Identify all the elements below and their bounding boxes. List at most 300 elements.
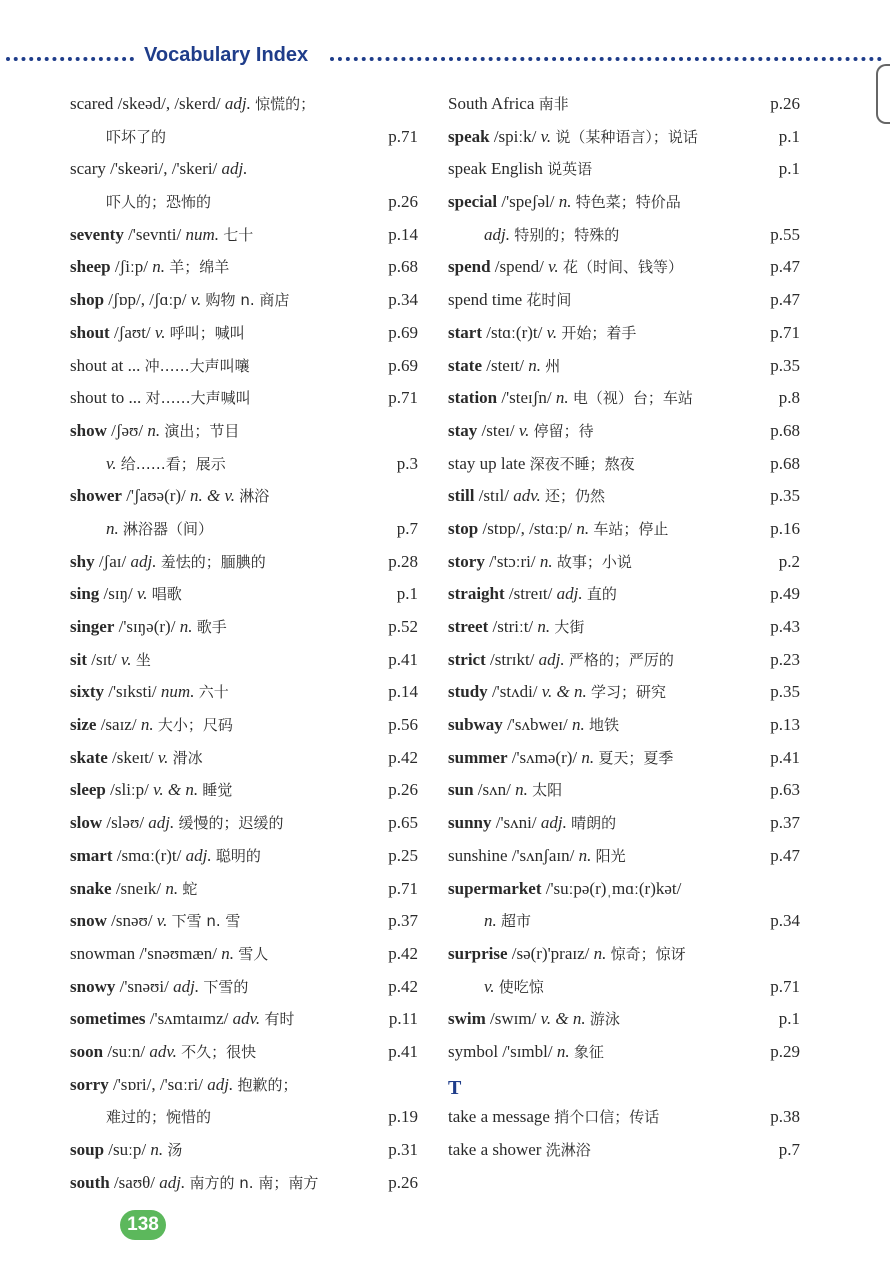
- pronunciation: /ʃaɪ/: [94, 551, 127, 571]
- page-reference: p.71: [388, 878, 418, 898]
- part-of-speech: adj.: [207, 1074, 234, 1094]
- header-dotted-rule-left: [6, 57, 134, 61]
- headword: straight: [448, 584, 505, 604]
- part-of-speech: n.: [165, 878, 179, 898]
- headword: south: [70, 1172, 110, 1192]
- chinese-meaning: 不久；很快: [181, 1042, 257, 1061]
- chinese-meaning: 特别的；特殊的: [514, 225, 620, 244]
- part-of-speech: adv.: [513, 486, 541, 506]
- index-entry: [448, 905, 800, 938]
- page-reference: p.26: [770, 94, 800, 113]
- page-reference: p.35: [770, 355, 800, 375]
- headword: snow: [70, 911, 107, 931]
- index-entry: [70, 1036, 418, 1069]
- part-of-speech: v.: [106, 453, 117, 473]
- chinese-meaning: 直的: [586, 585, 617, 604]
- page-reference: p.71: [770, 976, 800, 996]
- pronunciation: shout at ...: [70, 355, 141, 375]
- page-reference: p.1: [778, 159, 800, 179]
- chinese-meaning: 吓人的；恐怖的: [106, 193, 212, 212]
- pronunciation: /ʃiːp/: [110, 257, 148, 277]
- page-reference: p.35: [770, 486, 800, 506]
- headword: street: [448, 617, 489, 636]
- part-of-speech: adj.: [556, 584, 583, 604]
- pronunciation: /'sʌmə(r)/: [507, 747, 578, 767]
- index-entry: [70, 153, 418, 186]
- page-reference: p.52: [388, 617, 418, 636]
- chinese-meaning: 晴朗的: [571, 814, 617, 833]
- pronunciation: scary /'skeəri/, /'skeri/: [70, 159, 218, 179]
- pronunciation: /ʃɒp/, /ʃɑːp/: [104, 290, 187, 310]
- index-entry: [448, 644, 800, 677]
- headword: shop: [70, 290, 105, 310]
- page-reference: p.65: [388, 813, 418, 833]
- part-of-speech: n.: [539, 551, 553, 571]
- page-reference: p.47: [770, 290, 800, 310]
- page-reference: p.68: [388, 257, 418, 277]
- pronunciation: /stɑː(r)t/: [481, 322, 543, 342]
- chinese-meaning: 羞怯的；腼腆的: [160, 552, 266, 571]
- headword: sun: [448, 780, 474, 800]
- page-reference: p.19: [388, 1107, 418, 1127]
- page-reference: p.71: [388, 388, 418, 408]
- pronunciation: /steɪt/: [481, 355, 525, 375]
- part-of-speech: adj.: [540, 813, 567, 833]
- index-entry: [448, 807, 800, 840]
- chinese-meaning: 花时间: [526, 291, 572, 310]
- chinese-meaning: 聪明的: [215, 846, 261, 865]
- chinese-meaning: 说英语: [547, 160, 593, 179]
- index-entry: [448, 971, 800, 1004]
- page-reference: p.3: [396, 453, 418, 473]
- page-reference: p.31: [388, 1140, 418, 1159]
- index-entry: [448, 88, 800, 121]
- chinese-meaning: 演出；节目: [164, 421, 240, 440]
- headword: supermarket: [448, 878, 542, 898]
- headword: seventy: [70, 224, 124, 244]
- page-curl-decoration: [876, 64, 890, 124]
- headword: size: [70, 715, 97, 735]
- chinese-meaning: 特色菜；特价品: [575, 193, 681, 212]
- index-entry: [448, 742, 800, 775]
- index-entry: [70, 1101, 418, 1134]
- chinese-meaning: 夏天；夏季: [598, 748, 674, 767]
- chinese-meaning: 游泳: [589, 1010, 620, 1029]
- pronunciation: /'sʌbweɪ/: [502, 715, 568, 735]
- pronunciation: /ʃaʊt/: [109, 322, 151, 342]
- headword: sometimes: [70, 1009, 146, 1029]
- index-entry: [70, 774, 418, 807]
- headword: summer: [448, 747, 508, 767]
- page-number-badge: 138: [120, 1210, 166, 1240]
- part-of-speech: n.: [578, 845, 592, 865]
- index-entry: [70, 382, 418, 415]
- index-entry: [448, 284, 800, 317]
- index-entry: [70, 546, 418, 579]
- index-entry: [70, 317, 418, 350]
- pronunciation: /sliːp/: [105, 780, 149, 800]
- part-of-speech: n.: [147, 420, 161, 440]
- index-entry: [70, 578, 418, 611]
- headword: special: [448, 192, 498, 212]
- page-reference: p.71: [388, 126, 418, 146]
- headword: snowy: [70, 976, 116, 996]
- page-reference: p.35: [770, 682, 800, 702]
- index-entry: [70, 905, 418, 938]
- chinese-meaning: 花（时间、钱等）: [562, 258, 683, 277]
- pronunciation: /'speʃəl/: [497, 192, 555, 212]
- page-reference: p.68: [770, 420, 800, 440]
- index-entry: [70, 480, 418, 513]
- page-reference: p.42: [388, 747, 418, 767]
- pronunciation: /saɪz/: [96, 715, 137, 735]
- headword: skate: [70, 747, 108, 767]
- headword: start: [448, 322, 482, 342]
- pronunciation: /steɪ/: [477, 420, 515, 440]
- index-header: [0, 44, 890, 72]
- pronunciation: /'sɒri/, /'sɑːri/: [108, 1074, 203, 1094]
- part-of-speech: v.: [484, 976, 495, 996]
- pronunciation: /suːp/: [104, 1140, 147, 1159]
- headword: shout: [70, 322, 110, 342]
- chinese-meaning: 洗淋浴: [545, 1141, 591, 1159]
- pronunciation: /sə(r)'praɪz/: [507, 943, 590, 963]
- index-entry: [448, 840, 800, 873]
- part-of-speech: v.: [518, 420, 530, 440]
- chinese-meaning: 雪人: [238, 944, 269, 963]
- headword: state: [448, 355, 482, 375]
- index-entry: [70, 873, 418, 906]
- part-of-speech: n. & v.: [190, 486, 236, 506]
- chinese-meaning: 购物 n. 商店: [205, 291, 290, 310]
- chinese-meaning: 淋浴: [239, 487, 270, 506]
- chinese-meaning: 南非: [538, 95, 569, 113]
- page-reference: p.47: [770, 845, 800, 865]
- pronunciation: stay up late: [448, 453, 526, 473]
- page-reference: p.34: [388, 290, 418, 310]
- headword: sit: [70, 649, 87, 669]
- page-reference: p.63: [770, 780, 800, 800]
- index-entry: [448, 578, 800, 611]
- page-reference: p.28: [388, 551, 418, 571]
- page-reference: p.16: [770, 518, 800, 538]
- pronunciation: snowman /'snəʊmæn/: [70, 943, 217, 963]
- pronunciation: /saʊθ/: [109, 1172, 156, 1192]
- headword: soup: [70, 1140, 105, 1159]
- index-entry: [448, 1003, 800, 1036]
- index-entry: [70, 1069, 418, 1102]
- headword: subway: [448, 715, 503, 735]
- chinese-meaning: 冲……大声叫嚷: [144, 356, 250, 375]
- section-letter: T: [448, 1076, 462, 1099]
- pronunciation: /skeɪt/: [107, 747, 154, 767]
- headword: stay: [448, 420, 478, 440]
- index-entry: [70, 807, 418, 840]
- chinese-meaning: 说（某种语言）；说话: [555, 127, 698, 146]
- chinese-meaning: 难过的；惋惜的: [106, 1108, 212, 1127]
- index-entry: [70, 676, 418, 709]
- headword: shower: [70, 486, 122, 506]
- left-column: [70, 88, 418, 1199]
- chinese-meaning: 对……大声喊叫: [145, 389, 251, 408]
- part-of-speech: n.: [556, 1041, 570, 1061]
- part-of-speech: n.: [140, 715, 154, 735]
- pronunciation: /sʌn/: [473, 780, 511, 800]
- chinese-meaning: 有时: [264, 1010, 295, 1029]
- chinese-meaning: 还；仍然: [544, 487, 605, 506]
- pronunciation: /spend/: [490, 257, 544, 277]
- chinese-meaning: 唱歌: [151, 585, 182, 604]
- page-reference: p.42: [388, 943, 418, 963]
- headword: speak: [448, 126, 490, 146]
- headword: story: [448, 551, 485, 571]
- index-entry: [70, 1134, 418, 1167]
- chinese-meaning: 阳光: [595, 846, 626, 865]
- page-reference: p.37: [388, 911, 418, 931]
- part-of-speech: adj.: [148, 813, 175, 833]
- pronunciation: /striːt/: [488, 617, 534, 636]
- chinese-meaning: 大小；尺码: [157, 716, 233, 735]
- page-reference: p.23: [770, 649, 800, 669]
- headword: stop: [448, 518, 479, 538]
- pronunciation: take a shower: [448, 1140, 542, 1159]
- chinese-meaning: 超市: [501, 912, 532, 931]
- pronunciation: /'stʌdi/: [487, 682, 538, 702]
- index-entry: [448, 873, 800, 906]
- index-entry: [70, 284, 418, 317]
- part-of-speech: v.: [546, 322, 558, 342]
- page-reference: p.55: [770, 224, 800, 244]
- header-dotted-rule-right: [330, 57, 882, 61]
- pronunciation: /stɪl/: [474, 486, 509, 506]
- part-of-speech: n.: [152, 257, 165, 277]
- page-reference: p.1: [778, 1009, 800, 1029]
- chinese-meaning: 滑冰: [172, 748, 203, 767]
- chinese-meaning: 下雪 n. 雪: [171, 912, 241, 931]
- headword: soon: [70, 1041, 104, 1061]
- headword: shy: [70, 551, 95, 571]
- part-of-speech: adv.: [149, 1041, 177, 1061]
- headword: spend: [448, 257, 491, 277]
- page-reference: p.38: [770, 1107, 800, 1127]
- index-entry: [448, 546, 800, 579]
- page-reference: p.49: [770, 584, 800, 604]
- index-entry: [70, 1003, 418, 1036]
- pronunciation: /sɪt/: [87, 649, 117, 669]
- chinese-meaning: 惊慌的；: [255, 95, 316, 113]
- pronunciation: take a message: [448, 1107, 550, 1127]
- part-of-speech: adj.: [484, 224, 510, 244]
- index-entry: [448, 480, 800, 513]
- index-entry: [70, 938, 418, 971]
- index-entry: [448, 676, 800, 709]
- page-reference: p.42: [388, 976, 418, 996]
- index-entry: [448, 774, 800, 807]
- chinese-meaning: 坐: [135, 650, 151, 669]
- pronunciation: /suːn/: [103, 1041, 146, 1061]
- index-entry: [70, 88, 418, 121]
- index-entry: [448, 448, 800, 481]
- index-entry: [70, 611, 418, 644]
- index-entry: [448, 1036, 800, 1069]
- headword: singer: [70, 617, 115, 636]
- part-of-speech: adj.: [185, 845, 212, 865]
- index-entry: [448, 382, 800, 415]
- part-of-speech: n.: [150, 1140, 164, 1159]
- page-reference: p.26: [388, 780, 418, 800]
- part-of-speech: adj.: [159, 1172, 186, 1192]
- part-of-speech: v.: [157, 747, 169, 767]
- pronunciation: /'sʌmtaɪmz/: [145, 1009, 229, 1029]
- index-entry: [448, 153, 800, 186]
- page-reference: p.43: [770, 617, 800, 636]
- index-entry: [448, 219, 800, 252]
- headword: sheep: [70, 257, 111, 277]
- chinese-meaning: 六十: [198, 683, 229, 702]
- pronunciation: /stɒp/, /stɑːp/: [478, 518, 573, 538]
- index-entry: [448, 251, 800, 284]
- part-of-speech: v.: [540, 126, 552, 146]
- headword: smart: [70, 845, 113, 865]
- chinese-meaning: 故事；小说: [556, 552, 632, 571]
- part-of-speech: adj.: [221, 159, 248, 179]
- index-entry: [70, 742, 418, 775]
- pronunciation: speak English: [448, 159, 543, 179]
- chinese-meaning: 缓慢的；迟缓的: [178, 814, 284, 833]
- pronunciation: /spiːk/: [489, 126, 537, 146]
- pronunciation: South Africa: [448, 94, 535, 113]
- chinese-meaning: 开始；着手: [561, 323, 637, 342]
- chinese-meaning: 象征: [573, 1042, 604, 1061]
- page-reference: p.69: [388, 355, 418, 375]
- part-of-speech: v.: [137, 584, 148, 604]
- pronunciation: /strɪkt/: [485, 649, 535, 669]
- index-entry: [448, 709, 800, 742]
- index-entry: [70, 709, 418, 742]
- chinese-meaning: 停留；待: [533, 421, 594, 440]
- pronunciation: /'ʃaʊə(r)/: [121, 486, 186, 506]
- chinese-meaning: 南方的 n. 南；南方: [189, 1173, 319, 1192]
- page-reference: p.7: [778, 1140, 800, 1159]
- part-of-speech: n.: [484, 911, 497, 931]
- page-title: Vocabulary Index: [144, 44, 309, 66]
- headword: sing: [70, 584, 100, 604]
- pronunciation: /'suːpə(r)ˌmɑː(r)kət/: [541, 878, 682, 898]
- page-reference: p.47: [770, 257, 800, 277]
- page-reference: p.68: [770, 453, 800, 473]
- part-of-speech: n.: [528, 355, 542, 375]
- chinese-meaning: 严格的；严厉的: [568, 650, 674, 669]
- page-reference: p.8: [778, 388, 800, 408]
- chinese-meaning: 呼叫；喊叫: [169, 323, 245, 342]
- headword: snake: [70, 878, 112, 898]
- pronunciation: scared /skeəd/, /skerd/: [70, 94, 221, 113]
- chinese-meaning: 蛇: [182, 879, 198, 898]
- index-entry: [70, 251, 418, 284]
- headword: study: [448, 682, 488, 702]
- pronunciation: /'sevnti/: [123, 224, 182, 244]
- index-entry: [70, 971, 418, 1004]
- chinese-meaning: 电（视）台；车站: [572, 389, 693, 408]
- page-reference: p.56: [388, 715, 418, 735]
- pronunciation: /smɑː(r)t/: [112, 845, 182, 865]
- chinese-meaning: 七十: [223, 225, 254, 244]
- chinese-meaning: 下雪的: [203, 977, 249, 996]
- chinese-meaning: 吓坏了的: [106, 127, 167, 146]
- pronunciation: /streɪt/: [504, 584, 553, 604]
- headword: sunny: [448, 813, 492, 833]
- part-of-speech: v.: [548, 257, 559, 277]
- chinese-meaning: 羊；绵羊: [169, 258, 230, 277]
- pronunciation: symbol /'sɪmbl/: [448, 1041, 553, 1061]
- chinese-meaning: 太阳: [532, 781, 563, 800]
- part-of-speech: adv.: [232, 1009, 261, 1029]
- part-of-speech: adj.: [224, 94, 251, 113]
- headword: show: [70, 420, 107, 440]
- index-entry: [448, 415, 800, 448]
- index-entry: [70, 644, 418, 677]
- part-of-speech: num.: [160, 682, 195, 702]
- chinese-meaning: 抱歉的；: [237, 1075, 298, 1094]
- page-reference: p.1: [396, 584, 418, 604]
- pronunciation: /'sʌni/: [491, 813, 537, 833]
- part-of-speech: n.: [221, 943, 234, 963]
- page-reference: p.25: [388, 845, 418, 865]
- index-entry: [70, 219, 418, 252]
- part-of-speech: n.: [106, 518, 119, 538]
- index-entry: [70, 840, 418, 873]
- pronunciation: /'sɪŋə(r)/: [114, 617, 176, 636]
- pronunciation: shout to ...: [70, 388, 142, 408]
- page-reference: p.69: [388, 322, 418, 342]
- pronunciation: /ʃəʊ/: [106, 420, 144, 440]
- pronunciation: /sləʊ/: [102, 813, 145, 833]
- page-reference: p.37: [770, 813, 800, 833]
- index-entry: [70, 121, 418, 154]
- headword: strict: [448, 649, 486, 669]
- page-reference: p.71: [770, 322, 800, 342]
- page-reference: p.1: [778, 126, 800, 146]
- chinese-meaning: 捎个口信；传话: [554, 1108, 660, 1127]
- index-entry: [70, 448, 418, 481]
- right-column: [448, 88, 800, 1167]
- headword: still: [448, 486, 475, 506]
- part-of-speech: n.: [179, 617, 193, 636]
- pronunciation: /'stɔːri/: [484, 551, 536, 571]
- index-entry: [448, 1101, 800, 1134]
- index-entry: [448, 1134, 800, 1167]
- headword: sleep: [70, 780, 106, 800]
- page-reference: p.2: [778, 551, 800, 571]
- chinese-meaning: 汤: [167, 1141, 183, 1159]
- part-of-speech: adj.: [538, 649, 565, 669]
- headword: sorry: [70, 1074, 109, 1094]
- pronunciation: /snəʊ/: [106, 911, 153, 931]
- chinese-meaning: 车站；停止: [593, 519, 669, 538]
- part-of-speech: n.: [593, 943, 607, 963]
- pronunciation: /swɪm/: [485, 1009, 537, 1029]
- page-reference: p.34: [770, 911, 800, 931]
- part-of-speech: v.: [190, 290, 202, 310]
- part-of-speech: n.: [555, 388, 569, 408]
- index-entry: [448, 317, 800, 350]
- pronunciation: /'snəʊi/: [115, 976, 169, 996]
- pronunciation: spend time: [448, 290, 523, 310]
- headword: slow: [70, 813, 103, 833]
- part-of-speech: n.: [571, 715, 585, 735]
- part-of-speech: v.: [121, 649, 132, 669]
- index-entry: [70, 350, 418, 383]
